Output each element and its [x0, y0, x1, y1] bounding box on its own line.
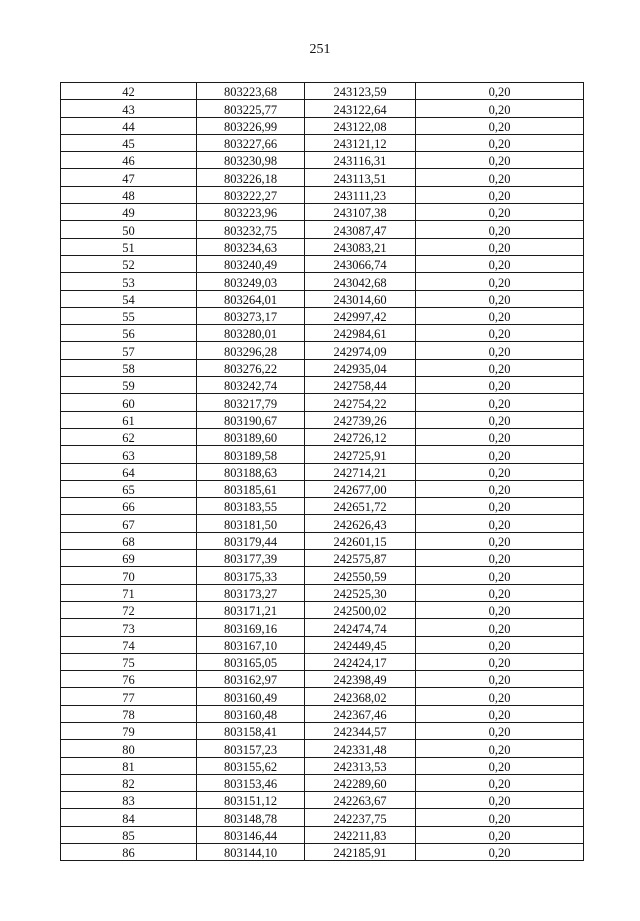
table-row: [61, 359, 584, 376]
point-number-cell: 79: [61, 722, 197, 739]
table-row: [61, 186, 584, 203]
point-number-cell: 53: [61, 273, 197, 290]
accuracy-cell: 0,20: [416, 238, 584, 255]
y-coordinate-cell: 242313,53: [305, 757, 416, 774]
accuracy-cell: 0,20: [416, 273, 584, 290]
accuracy-cell: 0,20: [416, 290, 584, 307]
point-number-cell: 52: [61, 255, 197, 272]
accuracy-cell: 0,20: [416, 186, 584, 203]
table-row: [61, 83, 584, 100]
y-coordinate-cell: 242449,45: [305, 636, 416, 653]
y-coordinate-cell: 242331,48: [305, 740, 416, 757]
x-coordinate-cell: 803160,49: [197, 688, 305, 705]
accuracy-cell: 0,20: [416, 532, 584, 549]
accuracy-cell: 0,20: [416, 83, 584, 100]
y-coordinate-cell: 242500,02: [305, 601, 416, 618]
point-number-cell: 47: [61, 169, 197, 186]
point-number-cell: 43: [61, 100, 197, 117]
point-number-cell: 61: [61, 411, 197, 428]
y-coordinate-cell: 242368,02: [305, 688, 416, 705]
point-number-cell: 86: [61, 844, 197, 861]
table-row: [61, 774, 584, 791]
x-coordinate-cell: 803264,01: [197, 290, 305, 307]
table-row: [61, 377, 584, 394]
y-coordinate-cell: 243087,47: [305, 221, 416, 238]
point-number-cell: 74: [61, 636, 197, 653]
point-number-cell: 66: [61, 498, 197, 515]
y-coordinate-cell: 243121,12: [305, 134, 416, 151]
x-coordinate-cell: 803173,27: [197, 584, 305, 601]
y-coordinate-cell: 242984,61: [305, 325, 416, 342]
accuracy-cell: 0,20: [416, 100, 584, 117]
x-coordinate-cell: 803296,28: [197, 342, 305, 359]
table-row: [61, 204, 584, 221]
point-number-cell: 46: [61, 152, 197, 169]
accuracy-cell: 0,20: [416, 359, 584, 376]
point-number-cell: 55: [61, 307, 197, 324]
accuracy-cell: 0,20: [416, 394, 584, 411]
x-coordinate-cell: 803185,61: [197, 480, 305, 497]
point-number-cell: 70: [61, 567, 197, 584]
y-coordinate-cell: 243122,08: [305, 117, 416, 134]
x-coordinate-cell: 803157,23: [197, 740, 305, 757]
y-coordinate-cell: 243123,59: [305, 83, 416, 100]
accuracy-cell: 0,20: [416, 722, 584, 739]
point-number-cell: 76: [61, 671, 197, 688]
accuracy-cell: 0,20: [416, 515, 584, 532]
x-coordinate-cell: 803227,66: [197, 134, 305, 151]
table-row: [61, 844, 584, 861]
x-coordinate-cell: 803226,99: [197, 117, 305, 134]
point-number-cell: 69: [61, 550, 197, 567]
table-row: [61, 705, 584, 722]
y-coordinate-cell: 242398,49: [305, 671, 416, 688]
table-row: [61, 117, 584, 134]
y-coordinate-cell: 242185,91: [305, 844, 416, 861]
y-coordinate-cell: 242237,75: [305, 809, 416, 826]
x-coordinate-cell: 803276,22: [197, 359, 305, 376]
accuracy-cell: 0,20: [416, 342, 584, 359]
table-row: [61, 498, 584, 515]
table-row: [61, 688, 584, 705]
point-number-cell: 67: [61, 515, 197, 532]
table-row: [61, 532, 584, 549]
y-coordinate-cell: 242677,00: [305, 480, 416, 497]
point-number-cell: 81: [61, 757, 197, 774]
table-row: [61, 342, 584, 359]
accuracy-cell: 0,20: [416, 636, 584, 653]
table-row: [61, 411, 584, 428]
x-coordinate-cell: 803190,67: [197, 411, 305, 428]
table-row: [61, 428, 584, 445]
y-coordinate-cell: 242367,46: [305, 705, 416, 722]
table-row: [61, 307, 584, 324]
x-coordinate-cell: 803179,44: [197, 532, 305, 549]
point-number-cell: 68: [61, 532, 197, 549]
accuracy-cell: 0,20: [416, 411, 584, 428]
accuracy-cell: 0,20: [416, 498, 584, 515]
accuracy-cell: 0,20: [416, 809, 584, 826]
x-coordinate-cell: 803242,74: [197, 377, 305, 394]
x-coordinate-cell: 803183,55: [197, 498, 305, 515]
point-number-cell: 42: [61, 83, 197, 100]
coordinates-table-body: [61, 83, 584, 861]
table-row: [61, 740, 584, 757]
x-coordinate-cell: 803181,50: [197, 515, 305, 532]
y-coordinate-cell: 242550,59: [305, 567, 416, 584]
x-coordinate-cell: 803189,60: [197, 428, 305, 445]
point-number-cell: 50: [61, 221, 197, 238]
table-row: [61, 653, 584, 670]
x-coordinate-cell: 803148,78: [197, 809, 305, 826]
x-coordinate-cell: 803151,12: [197, 792, 305, 809]
x-coordinate-cell: 803171,21: [197, 601, 305, 618]
point-number-cell: 65: [61, 480, 197, 497]
table-row: [61, 152, 584, 169]
y-coordinate-cell: 243042,68: [305, 273, 416, 290]
accuracy-cell: 0,20: [416, 774, 584, 791]
y-coordinate-cell: 242739,26: [305, 411, 416, 428]
accuracy-cell: 0,20: [416, 653, 584, 670]
table-row: [61, 394, 584, 411]
y-coordinate-cell: 243111,23: [305, 186, 416, 203]
y-coordinate-cell: 243116,31: [305, 152, 416, 169]
x-coordinate-cell: 803232,75: [197, 221, 305, 238]
x-coordinate-cell: 803273,17: [197, 307, 305, 324]
accuracy-cell: 0,20: [416, 550, 584, 567]
x-coordinate-cell: 803222,27: [197, 186, 305, 203]
table-row: [61, 826, 584, 843]
point-number-cell: 44: [61, 117, 197, 134]
x-coordinate-cell: 803177,39: [197, 550, 305, 567]
y-coordinate-cell: 242211,83: [305, 826, 416, 843]
coordinates-table: [60, 82, 584, 861]
accuracy-cell: 0,20: [416, 757, 584, 774]
table-row: [61, 169, 584, 186]
page-number: 251: [309, 42, 331, 57]
x-coordinate-cell: 803240,49: [197, 255, 305, 272]
accuracy-cell: 0,20: [416, 221, 584, 238]
point-number-cell: 85: [61, 826, 197, 843]
accuracy-cell: 0,20: [416, 792, 584, 809]
point-number-cell: 59: [61, 377, 197, 394]
point-number-cell: 56: [61, 325, 197, 342]
accuracy-cell: 0,20: [416, 325, 584, 342]
accuracy-cell: 0,20: [416, 463, 584, 480]
point-number-cell: 57: [61, 342, 197, 359]
table-row: [61, 290, 584, 307]
table-row: [61, 636, 584, 653]
y-coordinate-cell: 242525,30: [305, 584, 416, 601]
point-number-cell: 82: [61, 774, 197, 791]
x-coordinate-cell: 803188,63: [197, 463, 305, 480]
accuracy-cell: 0,20: [416, 584, 584, 601]
accuracy-cell: 0,20: [416, 688, 584, 705]
table-row: [61, 584, 584, 601]
x-coordinate-cell: 803234,63: [197, 238, 305, 255]
accuracy-cell: 0,20: [416, 307, 584, 324]
x-coordinate-cell: 803158,41: [197, 722, 305, 739]
point-number-cell: 64: [61, 463, 197, 480]
table-row: [61, 722, 584, 739]
y-coordinate-cell: 243113,51: [305, 169, 416, 186]
accuracy-cell: 0,20: [416, 169, 584, 186]
x-coordinate-cell: 803223,96: [197, 204, 305, 221]
x-coordinate-cell: 803167,10: [197, 636, 305, 653]
table-row: [61, 515, 584, 532]
x-coordinate-cell: 803153,46: [197, 774, 305, 791]
y-coordinate-cell: 243014,60: [305, 290, 416, 307]
table-row: [61, 100, 584, 117]
y-coordinate-cell: 242754,22: [305, 394, 416, 411]
y-coordinate-cell: 242424,17: [305, 653, 416, 670]
point-number-cell: 83: [61, 792, 197, 809]
x-coordinate-cell: 803189,58: [197, 446, 305, 463]
table-row: [61, 757, 584, 774]
x-coordinate-cell: 803175,33: [197, 567, 305, 584]
y-coordinate-cell: 242263,67: [305, 792, 416, 809]
y-coordinate-cell: 242575,87: [305, 550, 416, 567]
point-number-cell: 78: [61, 705, 197, 722]
point-number-cell: 58: [61, 359, 197, 376]
point-number-cell: 73: [61, 619, 197, 636]
table-row: [61, 238, 584, 255]
accuracy-cell: 0,20: [416, 705, 584, 722]
accuracy-cell: 0,20: [416, 134, 584, 151]
accuracy-cell: 0,20: [416, 446, 584, 463]
point-number-cell: 84: [61, 809, 197, 826]
point-number-cell: 48: [61, 186, 197, 203]
x-coordinate-cell: 803223,68: [197, 83, 305, 100]
accuracy-cell: 0,20: [416, 204, 584, 221]
accuracy-cell: 0,20: [416, 377, 584, 394]
y-coordinate-cell: 242626,43: [305, 515, 416, 532]
accuracy-cell: 0,20: [416, 619, 584, 636]
x-coordinate-cell: 803217,79: [197, 394, 305, 411]
y-coordinate-cell: 242726,12: [305, 428, 416, 445]
x-coordinate-cell: 803146,44: [197, 826, 305, 843]
y-coordinate-cell: 242974,09: [305, 342, 416, 359]
x-coordinate-cell: 803226,18: [197, 169, 305, 186]
point-number-cell: 49: [61, 204, 197, 221]
x-coordinate-cell: 803225,77: [197, 100, 305, 117]
point-number-cell: 80: [61, 740, 197, 757]
table-row: [61, 567, 584, 584]
table-row: [61, 601, 584, 618]
table-row: [61, 550, 584, 567]
y-coordinate-cell: 242758,44: [305, 377, 416, 394]
accuracy-cell: 0,20: [416, 152, 584, 169]
x-coordinate-cell: 803165,05: [197, 653, 305, 670]
table-row: [61, 221, 584, 238]
point-number-cell: 60: [61, 394, 197, 411]
point-number-cell: 62: [61, 428, 197, 445]
y-coordinate-cell: 242997,42: [305, 307, 416, 324]
y-coordinate-cell: 242725,91: [305, 446, 416, 463]
y-coordinate-cell: 242474,74: [305, 619, 416, 636]
point-number-cell: 51: [61, 238, 197, 255]
point-number-cell: 77: [61, 688, 197, 705]
accuracy-cell: 0,20: [416, 480, 584, 497]
accuracy-cell: 0,20: [416, 428, 584, 445]
table-row: [61, 463, 584, 480]
y-coordinate-cell: 243083,21: [305, 238, 416, 255]
table-row: [61, 480, 584, 497]
point-number-cell: 75: [61, 653, 197, 670]
table-row: [61, 134, 584, 151]
accuracy-cell: 0,20: [416, 844, 584, 861]
x-coordinate-cell: 803249,03: [197, 273, 305, 290]
accuracy-cell: 0,20: [416, 826, 584, 843]
y-coordinate-cell: 242714,21: [305, 463, 416, 480]
point-number-cell: 72: [61, 601, 197, 618]
accuracy-cell: 0,20: [416, 671, 584, 688]
x-coordinate-cell: 803169,16: [197, 619, 305, 636]
x-coordinate-cell: 803230,98: [197, 152, 305, 169]
table-row: [61, 255, 584, 272]
table-row: [61, 325, 584, 342]
y-coordinate-cell: 242935,04: [305, 359, 416, 376]
x-coordinate-cell: 803144,10: [197, 844, 305, 861]
table-row: [61, 809, 584, 826]
y-coordinate-cell: 243107,38: [305, 204, 416, 221]
y-coordinate-cell: 242601,15: [305, 532, 416, 549]
point-number-cell: 45: [61, 134, 197, 151]
point-number-cell: 54: [61, 290, 197, 307]
table-row: [61, 273, 584, 290]
accuracy-cell: 0,20: [416, 117, 584, 134]
table-row: [61, 792, 584, 809]
accuracy-cell: 0,20: [416, 740, 584, 757]
accuracy-cell: 0,20: [416, 601, 584, 618]
table-row: [61, 671, 584, 688]
y-coordinate-cell: 243122,64: [305, 100, 416, 117]
y-coordinate-cell: 243066,74: [305, 255, 416, 272]
point-number-cell: 63: [61, 446, 197, 463]
table-row: [61, 446, 584, 463]
y-coordinate-cell: 242651,72: [305, 498, 416, 515]
x-coordinate-cell: 803160,48: [197, 705, 305, 722]
y-coordinate-cell: 242344,57: [305, 722, 416, 739]
accuracy-cell: 0,20: [416, 567, 584, 584]
x-coordinate-cell: 803162,97: [197, 671, 305, 688]
accuracy-cell: 0,20: [416, 255, 584, 272]
y-coordinate-cell: 242289,60: [305, 774, 416, 791]
point-number-cell: 71: [61, 584, 197, 601]
x-coordinate-cell: 803280,01: [197, 325, 305, 342]
table-row: [61, 619, 584, 636]
x-coordinate-cell: 803155,62: [197, 757, 305, 774]
